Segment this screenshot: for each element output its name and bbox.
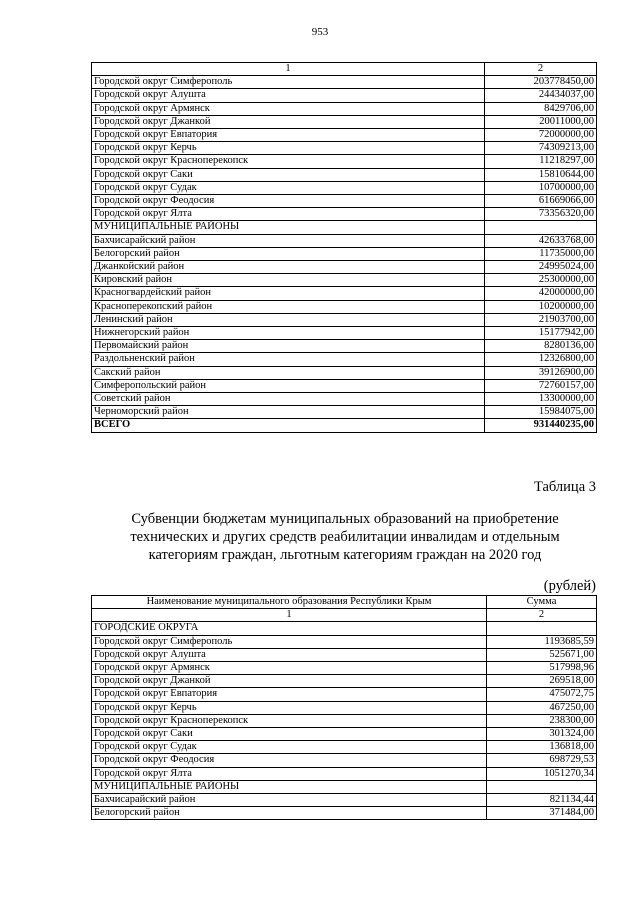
row-name: Кировский район [92, 274, 485, 287]
row-amount [485, 221, 597, 234]
row-name: Городской округ Симферополь [92, 635, 487, 648]
table-row [92, 300, 597, 313]
row-name: Черноморский район [92, 406, 485, 419]
table-row [92, 741, 597, 754]
row-name: Красногвардейский район [92, 287, 485, 300]
table-row [92, 340, 597, 353]
row-name: Городской округ Судак [92, 181, 485, 194]
row-name: Городской округ Армянск [92, 102, 485, 115]
column-header-name: Наименование муниципального образования Республики Крым [92, 596, 487, 609]
row-amount: 15810644,00 [485, 168, 597, 181]
column-header-row [92, 596, 597, 609]
table-row [92, 794, 597, 807]
row-amount: 371484,00 [487, 807, 597, 820]
table-row [92, 208, 597, 221]
table-row [92, 714, 597, 727]
row-name: Нижнегорский район [92, 327, 485, 340]
row-name: Городской округ Симферополь [92, 76, 485, 89]
column-number-1: 1 [92, 609, 487, 622]
row-name: МУНИЦИПАЛЬНЫЕ РАЙОНЫ [92, 221, 485, 234]
row-name: Городской округ Армянск [92, 662, 487, 675]
row-name: Сакский район [92, 366, 485, 379]
row-amount: 238300,00 [487, 714, 597, 727]
row-amount: 72760157,00 [485, 379, 597, 392]
row-name: Бахчисарайский район [92, 794, 487, 807]
row-amount: 11735000,00 [485, 247, 597, 260]
row-amount: 1193685,59 [487, 635, 597, 648]
total-row [92, 419, 597, 432]
row-name: Бахчисарайский район [92, 234, 485, 247]
row-name: Городской округ Саки [92, 728, 487, 741]
row-amount: 10200000,00 [485, 300, 597, 313]
row-name: Джанкойский район [92, 261, 485, 274]
row-name: Городской округ Феодосия [92, 754, 487, 767]
row-name: Ленинский район [92, 313, 485, 326]
row-name: Городской округ Ялта [92, 767, 487, 780]
row-name: Городской округ Саки [92, 168, 485, 181]
row-name: Городской округ Алушта [92, 648, 487, 661]
row-amount: 42000000,00 [485, 287, 597, 300]
row-name: Симферопольский район [92, 379, 485, 392]
row-amount: 12326800,00 [485, 353, 597, 366]
row-amount: 11218297,00 [485, 155, 597, 168]
table-row [92, 274, 597, 287]
table-row [92, 622, 597, 635]
column-number-2: 2 [485, 63, 597, 76]
page-number: 953 [311, 26, 329, 38]
table-row [92, 767, 597, 780]
table-row [92, 688, 597, 701]
row-amount: 525671,00 [487, 648, 597, 661]
row-amount: 698729,53 [487, 754, 597, 767]
table-row [92, 393, 597, 406]
row-amount: 72000000,00 [485, 129, 597, 142]
table-row [92, 353, 597, 366]
table-row [92, 89, 597, 102]
table-label: Таблица 3 [533, 479, 596, 495]
column-number-1: 1 [92, 63, 485, 76]
total-value: 931440235,00 [485, 419, 597, 432]
row-amount: 467250,00 [487, 701, 597, 714]
table-row [92, 76, 597, 89]
row-name: Белогорский район [92, 807, 487, 820]
row-name: Городской округ Алушта [92, 89, 485, 102]
row-name: ГОРОДСКИЕ ОКРУГА [92, 622, 487, 635]
table-row [92, 728, 597, 741]
total-label: ВСЕГО [92, 419, 485, 432]
row-amount [487, 780, 597, 793]
table-row [92, 247, 597, 260]
column-header-sum: Сумма [487, 596, 597, 609]
row-amount: 39126900,00 [485, 366, 597, 379]
table-row [92, 195, 597, 208]
table-row [92, 168, 597, 181]
row-amount: 821134,44 [487, 794, 597, 807]
row-name: Городской округ Феодосия [92, 195, 485, 208]
row-name: Городской округ Ялта [92, 208, 485, 221]
row-name: Раздольненский район [92, 353, 485, 366]
row-name: Белогорский район [92, 247, 485, 260]
row-name: Городской округ Красноперекопск [92, 714, 487, 727]
table-row [92, 142, 597, 155]
row-amount: 24434037,00 [485, 89, 597, 102]
row-name: Городской округ Керчь [92, 701, 487, 714]
table-row [92, 701, 597, 714]
row-amount: 61669066,00 [485, 195, 597, 208]
units-label: (рублей) [543, 578, 596, 594]
table1-body [92, 76, 597, 419]
table-row [92, 102, 597, 115]
table2-body [92, 622, 597, 820]
table-row [92, 366, 597, 379]
table-row [92, 313, 597, 326]
row-name: Городской округ Судак [92, 741, 487, 754]
row-name: Городской округ Евпатория [92, 688, 487, 701]
table-row [92, 129, 597, 142]
row-amount [487, 622, 597, 635]
column-number-2: 2 [487, 609, 597, 622]
row-amount: 269518,00 [487, 675, 597, 688]
row-name: Городской округ Джанкой [92, 115, 485, 128]
table-row [92, 181, 597, 194]
row-amount: 1051270,34 [487, 767, 597, 780]
row-amount: 10700000,00 [485, 181, 597, 194]
table-row [92, 807, 597, 820]
table-row [92, 675, 597, 688]
table-row [92, 234, 597, 247]
row-amount: 42633768,00 [485, 234, 597, 247]
row-amount: 8280136,00 [485, 340, 597, 353]
row-name: Городской округ Керчь [92, 142, 485, 155]
row-amount: 15984075,00 [485, 406, 597, 419]
column-number-row [92, 609, 597, 622]
row-amount: 136818,00 [487, 741, 597, 754]
row-name: Городской округ Красноперекопск [92, 155, 485, 168]
allocation-table-continued [91, 62, 597, 433]
row-amount: 24995024,00 [485, 261, 597, 274]
table-row [92, 221, 597, 234]
row-amount: 203778450,00 [485, 76, 597, 89]
row-amount: 8429706,00 [485, 102, 597, 115]
table-title: Субвенции бюджетам муниципальных образований на приобретение технических и других средств реабилитации инвалидам и отдельным категориям граждан, льготным категориям граждан на 2020 год [130, 511, 560, 563]
row-amount: 475072,75 [487, 688, 597, 701]
row-amount: 74309213,00 [485, 142, 597, 155]
row-amount: 20011000,00 [485, 115, 597, 128]
row-name: Городской округ Джанкой [92, 675, 487, 688]
row-name: Красноперекопский район [92, 300, 485, 313]
table-row [92, 155, 597, 168]
row-amount: 13300000,00 [485, 393, 597, 406]
table-row [92, 662, 597, 675]
table-row [92, 406, 597, 419]
table-row [92, 648, 597, 661]
row-amount: 15177942,00 [485, 327, 597, 340]
row-amount: 517998,96 [487, 662, 597, 675]
row-amount: 73356320,00 [485, 208, 597, 221]
table-row [92, 379, 597, 392]
row-amount: 21903700,00 [485, 313, 597, 326]
row-name: Советский район [92, 393, 485, 406]
table-row [92, 261, 597, 274]
subvention-table [91, 595, 597, 820]
table-row [92, 754, 597, 767]
row-name: Городской округ Евпатория [92, 129, 485, 142]
table-row [92, 115, 597, 128]
row-amount: 25300000,00 [485, 274, 597, 287]
table-row [92, 635, 597, 648]
row-name: Первомайский район [92, 340, 485, 353]
table-row [92, 287, 597, 300]
table-row [92, 327, 597, 340]
row-amount: 301324,00 [487, 728, 597, 741]
column-number-row [92, 63, 597, 76]
row-name: МУНИЦИПАЛЬНЫЕ РАЙОНЫ [92, 780, 487, 793]
table-row [92, 780, 597, 793]
